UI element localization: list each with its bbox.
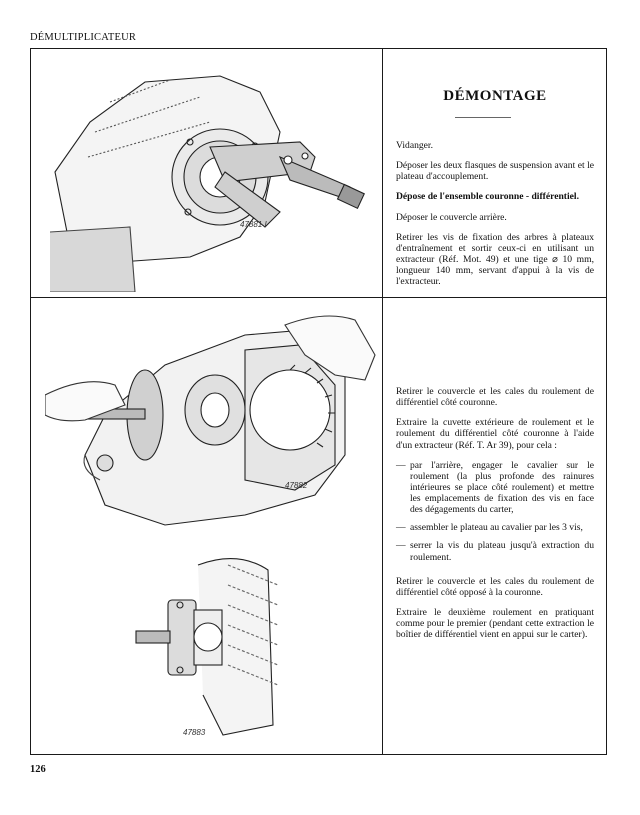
- figure-2-ref: 47882: [285, 481, 308, 490]
- figure-bearing-puller-detail: [128, 545, 288, 745]
- running-header: DÉMULTIPLICATEUR: [30, 32, 137, 43]
- step-remove-cover-shims: Retirer le couvercle et les cales du roulement de différentiel côté couronne.: [396, 386, 594, 409]
- figure-3-ref: 47883: [183, 728, 206, 737]
- column-divider: [382, 48, 383, 755]
- step-remove-drive-shafts: Retirer les vis de fixation des arbres à plateaux d'entraînement et sortir ceux-ci en utilisant un extracteur (Réf. Mot. 49) et une tige ⌀ 10 mm, longueur 140 mm, servant d'appui à la vis de l'extracteur.: [396, 231, 594, 288]
- page-number: 126: [30, 764, 46, 775]
- row-divider: [30, 297, 607, 298]
- step-remove-rear-cover: Déposer le couvercle arrière.: [396, 211, 507, 223]
- list-item: — assembler le plateau au cavalier par les 3 vis,: [396, 522, 583, 534]
- step-remove-opposite-cover: Retirer le couvercle et les cales du roulement de différentiel côté opposé à la couronne.: [396, 575, 594, 598]
- figure-1-ref: 47881 I: [240, 220, 267, 229]
- top-instructions: [396, 140, 594, 296]
- step-remove-flanges: Déposer les deux flasques de suspension avant et le plateau d'accouplement.: [396, 160, 594, 183]
- subheading-crown-differential: Dépose de l'ensemble couronne - différentiel.: [396, 191, 579, 203]
- title-underline: [455, 117, 511, 118]
- figure-extractor-drive-shaft: [50, 62, 372, 292]
- section-title: DÉMONTAGE: [443, 88, 547, 104]
- figure-extractor-bearing: [45, 305, 377, 530]
- step-extract-second-bearing: Extraire le deuxième roulement en pratiquant comme pour le premier (pendant cette extraction le boîtier de différentiel vient en appui sur le carter).: [396, 606, 594, 641]
- list-item: — serrer la vis du plateau jusqu'à extraction du roulement.: [396, 540, 594, 563]
- step-drain: Vidanger.: [396, 140, 433, 151]
- step-extract-bearing: Extraire la cuvette extérieure de roulement et le roulement du différentiel côté couronne à l'aide d'un extracteur (Réf. T. Ar 39), pour cela :: [396, 417, 594, 451]
- bottom-instructions: [396, 386, 594, 649]
- list-item: — par l'arrière, engager le cavalier sur le roulement (la plus profonde des rainures intérieures se place côté roulement) et mettre les emplacements de fixation des vis en face des dégagements du carter,: [396, 459, 594, 516]
